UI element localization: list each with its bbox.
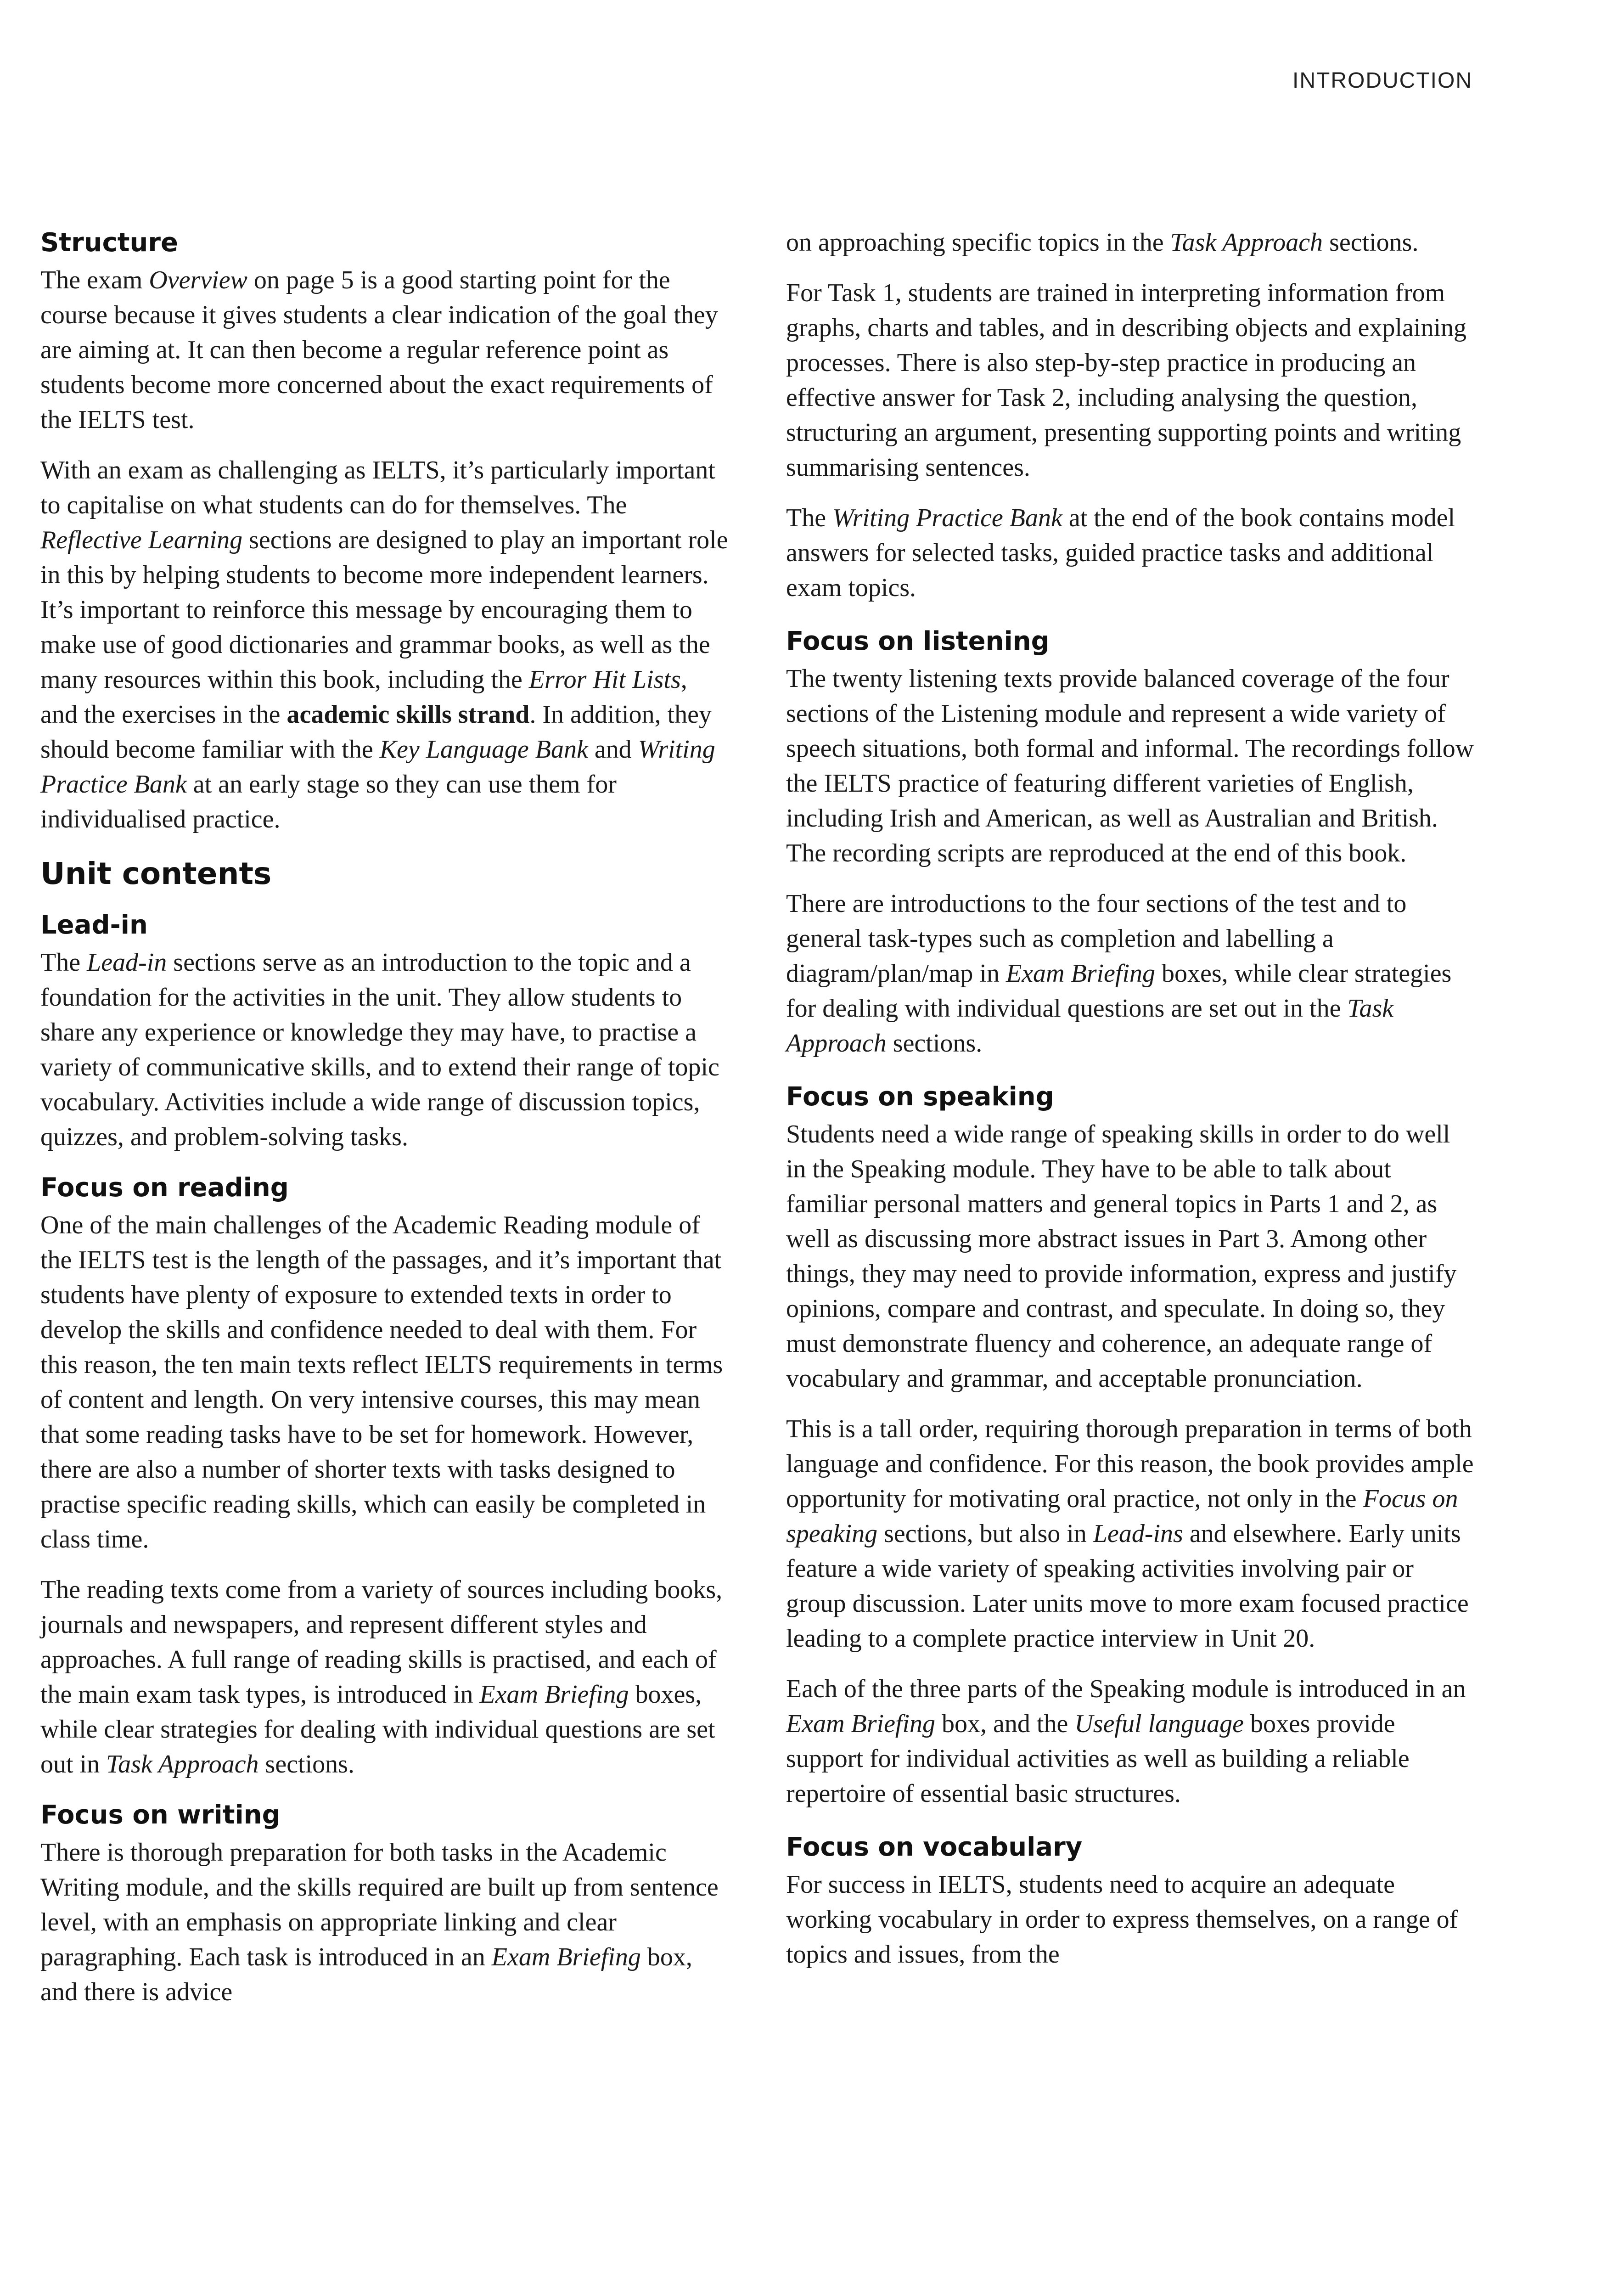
- text-run: boxes, while clear strategies for dealing with individual questions are set out in: [40, 1680, 715, 1778]
- focus-on-writing-heading: Focus on writing: [40, 1800, 281, 1830]
- text-run: at the end of the book contains model answers for selected tasks, guided practice tasks and additional exam topics.: [786, 504, 1455, 602]
- right-column: [786, 225, 1475, 1987]
- text-run: and: [588, 735, 638, 764]
- writing-continued-paragraph-1: [786, 225, 1475, 260]
- text-run: For Task 1, students are trained in interpreting information from graphs, charts and tables, and in describing objects and explaining processes. There is also step-by-step practice in producing an effective answer for Task 2, including analysing the question, structuring an argument, presenting supporting points and writing summarising sentences.: [786, 279, 1467, 482]
- text-run: Each of the three parts of the Speaking module is introduced in an: [786, 1675, 1466, 1703]
- focus-on-listening-heading: Focus on listening: [786, 626, 1050, 656]
- text-run: sections, but also in: [877, 1519, 1093, 1548]
- italic-term: Focus on speaking: [786, 1485, 1458, 1548]
- text-run: boxes, while clear strategies for dealing with individual questions are set out in the: [786, 959, 1452, 1023]
- lead-in-heading: Lead-in: [40, 910, 148, 940]
- italic-term: Task Approach: [106, 1750, 259, 1778]
- text-run: box, and the: [935, 1710, 1075, 1738]
- italic-term: Writing Practice Bank: [832, 504, 1062, 532]
- unit-contents-heading: Unit contents: [40, 856, 272, 891]
- text-run: The: [786, 504, 833, 532]
- text-run: on approaching specific topics in the: [786, 228, 1170, 257]
- text-run: One of the main challenges of the Academic Reading module of the IELTS test is the length of the passages, and it’s important that students have plenty of exposure to extended texts in order to develop the skills and confidence needed to deal with them. For this reason, the ten main texts reflect IELTS requirements in terms of content and length. On very intensive courses, this may mean that some reading tasks have to be set for homework. However, there are also a number of shorter texts with tasks designed to practise specific reading skills, which can easily be completed in class time.: [40, 1211, 723, 1553]
- listening-paragraph-1: [786, 661, 1475, 871]
- text-run: box, and there is advice: [40, 1943, 692, 2006]
- focus-on-speaking-heading: Focus on speaking: [786, 1082, 1054, 1112]
- vocabulary-paragraph-1: [786, 1867, 1475, 1972]
- structure-paragraph-2: [40, 453, 729, 837]
- structure-paragraph-1: [40, 263, 729, 437]
- text-run: There is thorough preparation for both tasks in the Academic Writing module, and the skills required are built up from sentence level, with an emphasis on appropriate linking and clear paragraphing. Each task is introduced in an: [40, 1838, 719, 1971]
- text-run: at an early stage so they can use them for individualised practice.: [40, 770, 617, 833]
- text-run: sections.: [1323, 228, 1419, 257]
- text-run: on page 5 is a good starting point for the course because it gives students a clear indication of the goal they are aiming at. It can then become a regular reference point as students become more concerned about the exact requirements of the IELTS test.: [40, 266, 718, 434]
- speaking-paragraph-2: [786, 1412, 1475, 1656]
- focus-on-vocabulary-heading: Focus on vocabulary: [786, 1832, 1083, 1862]
- text-run: sections are designed to play an important role in this by helping students to become more independent learners. It’s important to reinforce this message by encouraging them to make use of good dictionaries and grammar books, as well as the many resources within this book, including the: [40, 526, 728, 694]
- speaking-paragraph-3: [786, 1671, 1475, 1811]
- writing-continued-paragraph-2: [786, 276, 1475, 485]
- italic-term: Exam Briefing: [491, 1943, 641, 1971]
- text-run: This is a tall order, requiring thorough preparation in terms of both language and confidence. For this reason, the book provides ample opportunity for motivating oral practice, not only in the: [786, 1415, 1474, 1513]
- italic-term: Exam Briefing: [1006, 959, 1156, 988]
- listening-paragraph-2: [786, 886, 1475, 1061]
- speaking-paragraph-1: [786, 1117, 1475, 1396]
- reading-paragraph-2: [40, 1572, 729, 1782]
- italic-term: Task Approach: [786, 994, 1394, 1058]
- italic-term: Exam Briefing: [786, 1710, 936, 1738]
- text-run: There are introductions to the four sections of the test and to general task-types such as completion and labelling a diagram/plan/map in: [786, 889, 1407, 988]
- text-run: For success in IELTS, students need to acquire an adequate working vocabulary in order to express themselves, on a range of topics and issues, from the: [786, 1870, 1458, 1969]
- italic-term: Exam Briefing: [479, 1680, 629, 1709]
- text-run: sections.: [886, 1029, 983, 1058]
- running-head: INTRODUCTION: [1292, 68, 1472, 93]
- text-run: The reading texts come from a variety of sources including books, journals and newspapers, and represent different styles and approaches. A full range of reading skills is practised, and each of the main exam task types, is introduced in: [40, 1576, 723, 1709]
- text-run: sections serve as an introduction to the topic and a foundation for the activities in the unit. They allow students to share any experience or knowledge they may have, to practise a variety of communicative skills, and to extend their range of topic vocabulary. Activities include a wide range of discussion topics, quizzes, and problem-solving tasks.: [40, 948, 719, 1151]
- text-run: Students need a wide range of speaking skills in order to do well in the Speaking module. They have to be able to talk about familiar personal matters and general topics in Parts 1 and 2, as well as discussing more abstract issues in Part 3. Among other things, they may need to provide information, express and justify opinions, compare and contrast, and speculate. In doing so, they must demonstrate fluency and coherence, an adequate range of vocabulary and grammar, and acceptable pronunciation.: [786, 1120, 1457, 1393]
- focus-on-reading-heading: Focus on reading: [40, 1173, 289, 1203]
- text-run: , and the exercises in the: [40, 665, 687, 729]
- italic-term: Key Language Bank: [379, 735, 588, 764]
- italic-term: Reflective Learning: [40, 526, 243, 554]
- lead-in-paragraph: [40, 945, 729, 1154]
- writing-continued-paragraph-3: [786, 501, 1475, 605]
- italic-term: Useful language: [1074, 1710, 1244, 1738]
- structure-heading: Structure: [40, 228, 179, 258]
- text-run: The: [40, 948, 87, 977]
- italic-term: Lead-ins: [1093, 1519, 1183, 1548]
- text-run: With an exam as challenging as IELTS, it’s particularly important to capitalise on what students can do for themselves. The: [40, 456, 715, 519]
- writing-paragraph-1: [40, 1835, 729, 2009]
- left-column: [40, 225, 729, 2025]
- italic-term: Overview: [149, 266, 247, 294]
- reading-paragraph-1: [40, 1208, 729, 1557]
- text-run: and elsewhere. Early units feature a wide variety of speaking activities involving pair or group discussion. Later units move to more exam focused practice leading to a complete practice interview in Unit 20.: [786, 1519, 1469, 1653]
- text-run: The twenty listening texts provide balanced coverage of the four sections of the Listening module and represent a wide variety of speech situations, both formal and informal. The recordings follow the IELTS practice of featuring different varieties of English, including Irish and American, as well as Australian and British. The recording scripts are reproduced at the end of this book.: [786, 664, 1474, 867]
- text-run: boxes provide support for individual activities as well as building a reliable repertoire of essential basic structures.: [786, 1710, 1410, 1808]
- text-run: The exam: [40, 266, 149, 294]
- text-run: . In addition, they should become familiar with the: [40, 700, 712, 764]
- text-run: sections.: [258, 1750, 354, 1778]
- bold-term: academic skills strand: [286, 700, 530, 729]
- italic-term: Task Approach: [1170, 228, 1323, 257]
- italic-term: Writing Practice Bank: [40, 735, 715, 799]
- italic-term: Lead-in: [87, 948, 167, 977]
- italic-term: Error Hit Lists: [528, 665, 681, 694]
